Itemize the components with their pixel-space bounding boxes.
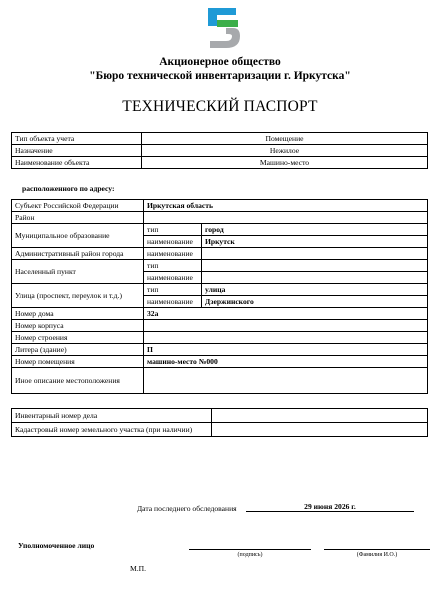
table-row <box>12 344 428 356</box>
table-row <box>12 308 428 320</box>
registry-table <box>11 408 428 437</box>
stamp-label: М.П. <box>130 564 147 573</box>
object-type-value: Помещение <box>142 133 428 145</box>
settlement-name-key: наименование <box>144 272 202 284</box>
signature-line <box>189 549 311 550</box>
table-row <box>12 248 428 260</box>
table-row <box>12 423 428 437</box>
room-number-value: машино-место №000 <box>144 356 428 368</box>
municipal-name-value: Иркутск <box>202 236 428 248</box>
other-description-value <box>144 368 428 394</box>
survey-date-label: Дата последнего обследования <box>137 504 237 513</box>
settlement-label: Населенный пункт <box>12 260 144 284</box>
building-number-value <box>144 332 428 344</box>
table-row <box>12 200 428 212</box>
building-number-label: Номер строения <box>12 332 144 344</box>
litera-label: Литера (здание) <box>12 344 144 356</box>
table-row <box>12 212 428 224</box>
district-label: Район <box>12 212 144 224</box>
street-type-key: тип <box>144 284 202 296</box>
settlement-name-value <box>202 272 428 284</box>
subject-label: Субъект Российской Федерации <box>12 200 144 212</box>
table-row <box>12 284 428 296</box>
logo-gray-curve <box>210 28 240 48</box>
address-heading: расположенного по адресу: <box>22 184 115 193</box>
address-table <box>11 199 428 394</box>
table-row <box>12 332 428 344</box>
table-row <box>12 368 428 394</box>
inventory-number-value <box>212 409 428 423</box>
street-name-key: наименование <box>144 296 202 308</box>
room-number-label: Номер помещения <box>12 356 144 368</box>
corpus-number-value <box>144 320 428 332</box>
table-row <box>12 157 428 169</box>
corpus-number-label: Номер корпуса <box>12 320 144 332</box>
street-name-value: Дзержинского <box>202 296 428 308</box>
cadastral-number-value <box>212 423 428 437</box>
table-row <box>12 260 428 272</box>
municipal-name-key: наименование <box>144 236 202 248</box>
house-number-label: Номер дома <box>12 308 144 320</box>
org-name-line2: "Бюро технической инвентаризации г. Иркутска" <box>89 70 351 82</box>
subject-value: Иркутская область <box>144 200 428 212</box>
object-type-label: Тип объекта учета <box>12 133 142 145</box>
name-caption: (Фамилия И.О.) <box>356 552 398 558</box>
municipal-type-value: город <box>202 224 428 236</box>
authorized-person-label: Уполномоченное лицо <box>18 541 95 550</box>
admin-district-label: Административный район города <box>12 248 144 260</box>
object-name-label: Наименование объекта <box>12 157 142 169</box>
org-name-line1: Акционерное общество <box>159 56 281 68</box>
table-row <box>12 224 428 236</box>
admin-name-value <box>202 248 428 260</box>
street-type-value: улица <box>202 284 428 296</box>
table-row <box>12 320 428 332</box>
settlement-type-key: тип <box>144 260 202 272</box>
municipal-label: Муниципальное образование <box>12 224 144 248</box>
table-row <box>12 133 428 145</box>
street-label: Улица (проспект, переулок и т.д.) <box>12 284 144 308</box>
cadastral-number-label: Кадастровый номер земельного участка (при наличии) <box>12 423 212 437</box>
table-row <box>12 145 428 157</box>
survey-date-value: 29 июня 2026 г. <box>246 502 414 512</box>
object-name-value: Машино-место <box>142 157 428 169</box>
table-row <box>12 356 428 368</box>
municipal-type-key: тип <box>144 224 202 236</box>
admin-name-key: наименование <box>144 248 202 260</box>
inventory-number-label: Инвентарный номер дела <box>12 409 212 423</box>
table-row <box>12 409 428 423</box>
document-title: ТЕХНИЧЕСКИЙ ПАСПОРТ <box>122 98 318 115</box>
litera-value: П <box>144 344 428 356</box>
settlement-type-value <box>202 260 428 272</box>
district-value <box>144 212 428 224</box>
object-table <box>11 132 428 169</box>
signature-caption: (подпись) <box>237 552 263 558</box>
company-logo-icon <box>206 6 242 50</box>
name-line <box>324 549 430 550</box>
purpose-value: Нежилое <box>142 145 428 157</box>
house-number-value: 32а <box>144 308 428 320</box>
other-description-label: Иное описание местоположения <box>12 368 144 394</box>
purpose-label: Назначение <box>12 145 142 157</box>
logo-green-bar <box>217 20 238 27</box>
logo-blue-stem <box>208 8 217 26</box>
